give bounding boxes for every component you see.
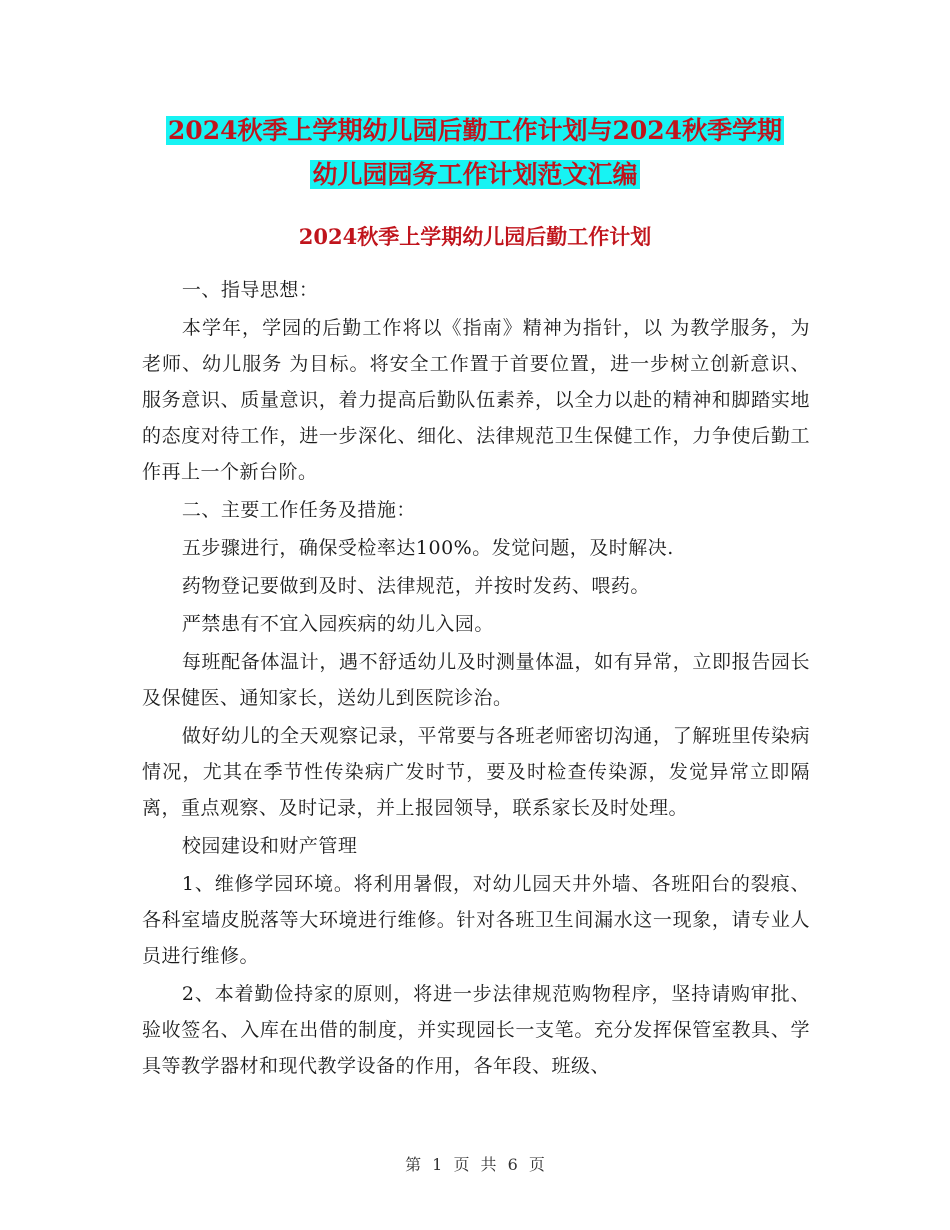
page-footer: 第 1 页 共 6 页 <box>405 1155 545 1174</box>
paragraph-checkup: 五步骤进行，确保受检率达100%。发觉问题，及时解决. <box>181 537 674 559</box>
paragraph-campus-heading: 校园建设和财产管理 <box>181 835 358 857</box>
paragraph-thrift: 2、本着勤俭持家的原则，将进一步法律规范购物程序，坚持请购审批、验收签名、入库在出借的制度，并实现园长一支笔。充分发挥保管室教具、学具等教学器材和现代教学设备的作用，各年段、班级、 <box>142 983 810 1077</box>
section-heading: 2024秋季上学期幼儿园后勤工作计划 <box>298 224 652 249</box>
paragraph-guiding-thought-heading: 一、指导思想： <box>181 279 319 301</box>
document-title-line-2 <box>0 157 950 193</box>
paragraph-main-tasks-heading: 二、主要工作任务及措施： <box>181 499 416 521</box>
paragraph-thermometer: 每班配备体温计，遇不舒适幼儿及时测量体温，如有异常，立即报告园长及保健医、通知家长，送幼儿到医院诊治。 <box>142 651 810 709</box>
document-title-line-1-text: 2024秋季上学期幼儿园后勤工作计划与2024秋季学期 <box>167 116 783 145</box>
paragraph-observation: 做好幼儿的全天观察记录，平常要与各班老师密切沟通，了解班里传染病情况，尤其在季节性传染病广发时节，要及时检查传染源，发觉异常立即隔离，重点观察、及时记录，并上报园领导，联系家长及时处理。 <box>142 725 810 819</box>
paragraph-medicine: 药物登记要做到及时、法律规范，并按时发药、喂药。 <box>181 575 650 597</box>
document-body <box>142 272 810 1084</box>
document-title-line-1 <box>0 113 950 149</box>
paragraph-disease-ban: 严禁患有不宜入园疾病的幼儿入园。 <box>181 613 494 635</box>
paragraph-repair: 1、维修学园环境。将利用暑假，对幼儿园天井外墙、各班阳台的裂痕、各科室墙皮脱落等大环境进行维修。针对各班卫生间漏水这一现象，请专业人员进行维修。 <box>142 873 810 967</box>
document-title-line-2-text: 幼儿园园务工作计划范文汇编 <box>312 160 638 189</box>
paragraph-guiding-thought: 本学年，学园的后勤工作将以《指南》精神为指针，以 为教学服务，为老师、幼儿服务 为目标。将安全工作置于首要位置，进一步树立创新意识、服务意识、质量意识，着力提高后勤队伍素养，以全力以赴的精神和脚踏实地的态度对待工作，进一步深化、细化、法律规范卫生保健工作，力争使后勤工作再上一个新台阶。 <box>142 317 810 483</box>
